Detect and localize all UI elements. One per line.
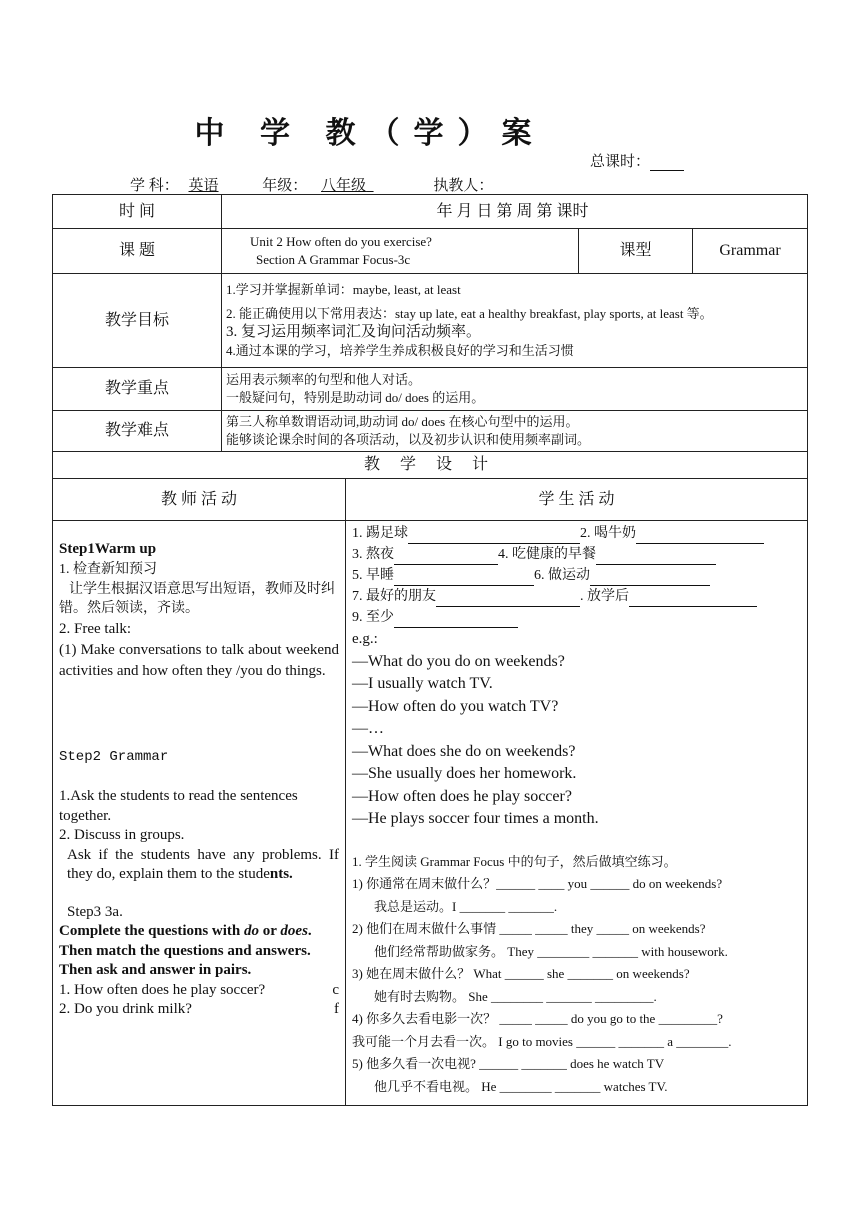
type-value: Grammar: [693, 229, 808, 274]
time-label: 时 间: [53, 195, 222, 229]
step2-title: Step2 Grammar: [59, 748, 169, 765]
key-points-cell: [222, 368, 808, 411]
match-question-text: 1. How often does he play soccer?: [59, 981, 266, 998]
vocab-blank[interactable]: [394, 614, 518, 628]
vocab-item: 3. 熬夜: [352, 547, 394, 562]
dialog-line: —How often does he play soccer?: [352, 787, 572, 805]
step1-item2: 2. Free talk:: [59, 620, 132, 637]
key-points-label: 教学重点: [53, 368, 222, 411]
total-hours-label: 总课时：: [590, 154, 651, 170]
step2-item2-desc-a: Ask if the students have any problems. If they do, explain them to the stude: [67, 846, 339, 883]
dialog-line: —She usually does her homework.: [352, 765, 577, 782]
step1-title: Step1Warm up: [59, 541, 157, 557]
time-value: 年 月 日 第 周 第 课时: [222, 195, 808, 229]
goal-item: 3. 复习运用频率词汇及询问活动频率。: [226, 324, 482, 341]
step2-item2-desc: [59, 846, 339, 885]
subject-label: 学 科：: [130, 178, 179, 194]
goal-item: 4.通过本课的学习，培养学生养成积极良好的学习和生活习惯: [226, 343, 574, 359]
vocab-item: 1. 踢足球: [352, 526, 408, 541]
step3-do: do: [244, 923, 260, 940]
difficult-point-item: 能够谈论课余时间的各项活动，以及初步认识和使用频率副词。: [226, 432, 591, 447]
gf-line: 4) 你多久去看电影一次？ _____ _____ do you go to the _________?: [352, 1011, 723, 1026]
gf-line: 5) 他多久看一次电视? ______ _______ does he watch TV: [352, 1056, 665, 1071]
vocab-item: 9. 至少: [352, 610, 394, 625]
vocab-row: [352, 607, 801, 628]
student-activity-heading: 学 生 活 动: [346, 479, 808, 521]
key-point-item: 运用表示频率的句型和他人对话。: [226, 372, 422, 388]
step3-title: Step3 3a.: [67, 903, 123, 920]
dialog-line: —I usually watch TV.: [352, 675, 493, 692]
step1-item1: 1. 检查新知预习: [59, 562, 157, 577]
grade-label: 年级：: [262, 178, 308, 194]
gf-line: 2) 他们在周末做什么事情 _____ _____ they _____ on weekends?: [352, 921, 706, 936]
step3-instr-a: Complete the questions with: [59, 923, 245, 940]
type-label: 课型: [579, 229, 693, 274]
match-question: [59, 1000, 339, 1020]
match-question-text: 2. Do you drink milk?: [59, 1001, 192, 1018]
goals-label: 教学目标: [53, 274, 222, 368]
step1-item1-desc: 让学生根据汉语意思写出短语，教师及时纠错。然后领读，齐读。: [59, 581, 335, 617]
eg-label: e.g.:: [352, 631, 378, 647]
step3-instructions: [59, 922, 339, 981]
match-question: [59, 981, 339, 1001]
vocab-row: [352, 586, 801, 607]
step2-item1: 1.Ask the students to read the sentences together.: [59, 788, 298, 824]
vocab-blank[interactable]: [408, 530, 580, 544]
dialog-line: —He plays soccer four times a month.: [352, 810, 599, 827]
vocab-row: [352, 523, 801, 544]
subject-value: 英语: [188, 178, 219, 194]
gf-line: 我总是运动。I _______ _______.: [374, 898, 558, 914]
vocab-item: 6. 做运动: [534, 568, 590, 583]
topic-cell: [222, 229, 579, 274]
gf-line: 他们经常帮助做家务。 They ________ _______ with housework.: [374, 943, 728, 959]
dialog-line: —…: [352, 720, 384, 737]
vocab-blank[interactable]: [629, 593, 757, 607]
topic-line-1: Unit 2 How often do you exercise?: [250, 234, 432, 250]
topic-line-2: Section A Grammar Focus-3c: [256, 252, 411, 267]
step1-item2-desc: (1) Make conversations to talk about weekend activities and how often they /you do things.: [59, 641, 339, 679]
example-dialog: [352, 651, 801, 831]
step2-item2: 2. Discuss in groups.: [59, 827, 185, 844]
vocab-item: . 放学后: [580, 589, 629, 604]
grade-value: 八年级: [321, 178, 367, 194]
total-hours-blank[interactable]: [650, 156, 684, 171]
teacher-activity-cell: [53, 521, 346, 1106]
total-hours: [590, 150, 684, 171]
teacher-blank[interactable]: [493, 179, 597, 195]
goal-item: 2. 能正确使用以下常用表达：stay up late, eat a healthy breakfast, play sports, at least 等。: [226, 305, 713, 321]
goals-cell: [222, 274, 808, 368]
vocab-item: 4. 吃健康的早餐: [498, 547, 596, 562]
grammar-focus-exercise: [352, 851, 801, 1099]
match-answer: f: [334, 1001, 339, 1018]
vocab-blank[interactable]: [590, 572, 710, 586]
vocab-item: 7. 最好的朋友: [352, 589, 436, 604]
gf-line: 他几乎不看电视。 He ________ _______ watches TV.: [374, 1078, 668, 1094]
vocab-row: [352, 565, 801, 586]
vocab-blank[interactable]: [436, 593, 580, 607]
goal-item: 1.学习并掌握新单词：maybe, least, at least: [226, 282, 461, 298]
gf-line: 3) 她在周末做什么？ What ______ she _______ on weekends?: [352, 966, 690, 981]
gf-intro: 1. 学生阅读 Grammar Focus 中的句子，然后做填空练习。: [352, 853, 677, 869]
gf-line: 她有时去购物。 She ________ _______ _________.: [374, 988, 657, 1004]
vocab-item: 5. 早睡: [352, 568, 394, 583]
difficult-points-label: 教学难点: [53, 411, 222, 452]
vocab-row: [352, 544, 801, 565]
vocab-blank[interactable]: [636, 530, 764, 544]
design-heading: 教 学 设 计: [53, 452, 808, 479]
vocab-blank[interactable]: [394, 551, 498, 565]
key-point-item: 一般疑问句，特别是助动词 do/ does 的运用。: [226, 390, 485, 405]
match-answer: c: [332, 981, 339, 998]
vocab-item: 2. 喝牛奶: [580, 526, 636, 541]
gf-line: 我可能一个月去看一次。 I go to movies ______ _______ a ________.: [352, 1033, 732, 1049]
topic-label: 课 题: [53, 229, 222, 274]
teacher-activity-heading: 教 师 活 动: [53, 479, 346, 521]
lesson-plan-table: [52, 194, 808, 1106]
difficult-points-cell: [222, 411, 808, 452]
dialog-line: —What does she do on weekends?: [352, 742, 576, 760]
course-meta-row: [130, 174, 597, 195]
teacher-label: 执教人：: [433, 178, 494, 194]
student-activity-cell: [346, 521, 808, 1106]
step3-or: or: [259, 923, 281, 940]
dialog-line: —What do you do on weekends?: [352, 652, 565, 670]
gf-line: 1) 你通常在周末做什么？______ ____ you ______ do on weekends?: [352, 876, 723, 891]
step3-does: does: [280, 923, 308, 940]
dialog-line: —How often do you watch TV?: [352, 697, 559, 715]
step2-item2-desc-b: nts.: [269, 866, 293, 883]
difficult-point-item: 第三人称单数谓语动词,助动词 do/ does 在核心句型中的运用。: [226, 414, 579, 430]
step3-instr-b: . Then match the questions and answers. Then ask and answer in pairs.: [59, 923, 312, 979]
vocab-blank[interactable]: [596, 551, 716, 565]
page-title: 中 学 教（学）案: [194, 117, 546, 150]
vocab-blank[interactable]: [394, 572, 534, 586]
